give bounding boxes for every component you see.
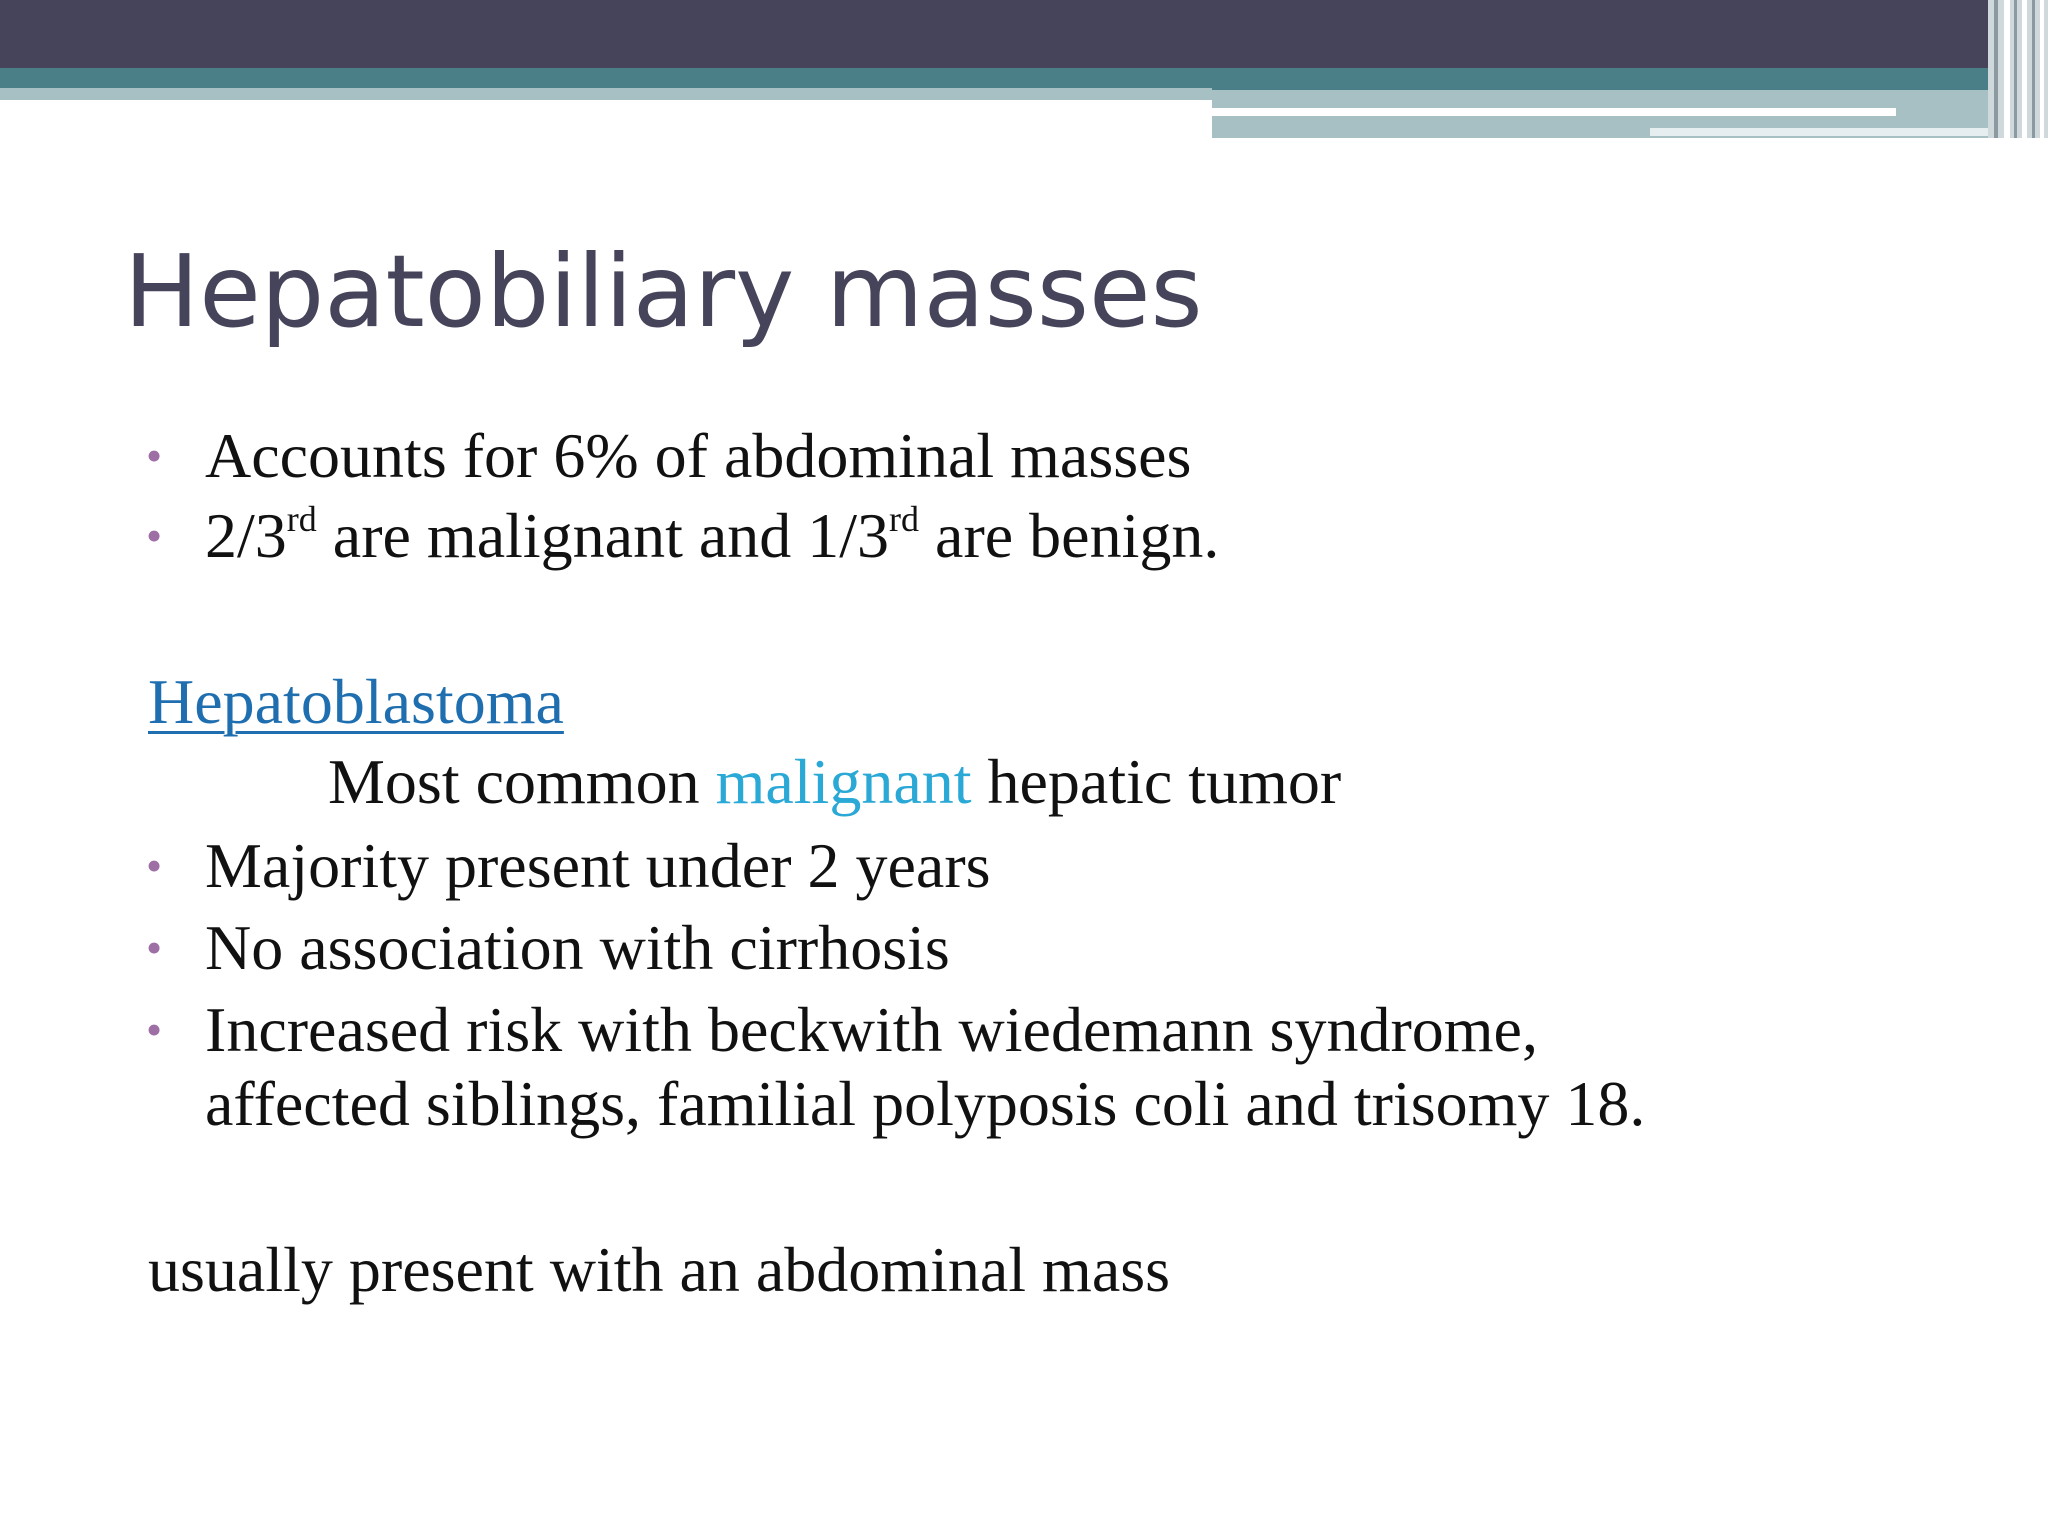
bullet-marker: • [146,1004,163,1055]
bullet-marker: • [146,922,163,973]
header-band-teal [0,68,1990,90]
bullet-marker: • [146,430,163,481]
bullet-age: Majority present under 2 years [205,830,991,901]
header-vertical-stripes [1988,0,2048,138]
ratio-superscript: rd [889,499,920,539]
subtitle-suffix: hepatic tumor [971,746,1342,817]
section-subtitle [328,744,1341,820]
subtitle-highlight: malignant [715,746,972,817]
bullet-cirrhosis: No association with cirrhosis [205,912,950,983]
ratio-text: are benign. [919,500,1220,571]
bullet-accounts: Accounts for 6% of abdominal masses [205,420,1192,491]
ratio-text: are malignant and 1/3 [316,500,890,571]
header-band-light [0,88,1212,100]
bullet-risk-continuation: affected siblings, familial polyposis coli and trisomy 18. [205,1068,1646,1139]
section-heading-hepatoblastoma: Hepatoblastoma [148,666,564,737]
slide-title: Hepatobiliary masses [124,233,1203,350]
ratio-superscript: rd [286,499,317,539]
bullet-malignant-ratio [205,498,1219,574]
bullet-marker: • [146,510,163,561]
header-accent-line-short [1650,128,1990,136]
header-accent-line [1212,108,1896,116]
bullet-marker: • [146,840,163,891]
header-band-dark [0,0,2048,68]
bullet-risk: Increased risk with beckwith wiedemann syndrome, [205,994,1538,1065]
subtitle-prefix: Most common [328,746,716,817]
presentation-note: usually present with an abdominal mass [148,1234,1171,1305]
ratio-text: 2/3 [205,500,287,571]
